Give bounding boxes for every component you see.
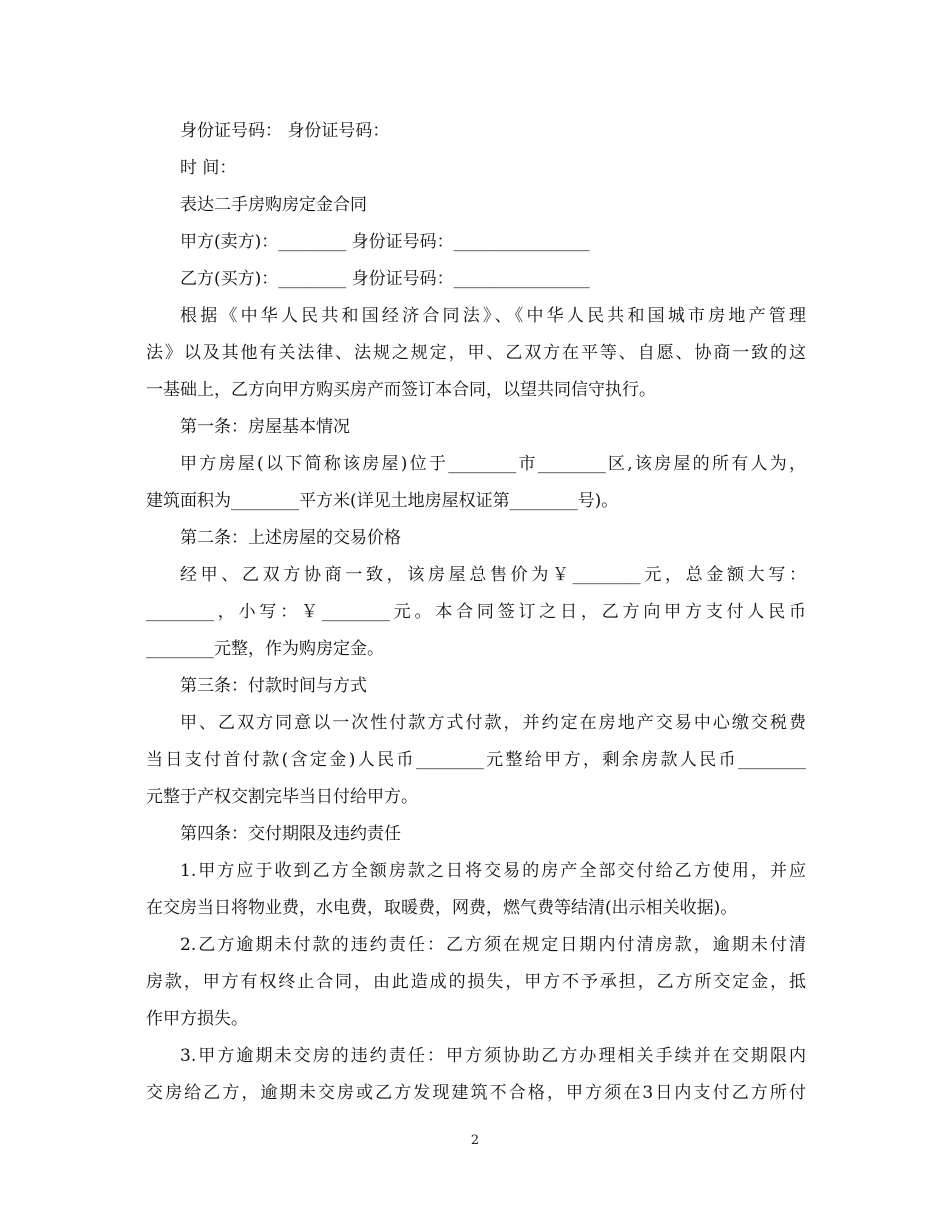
article-1-heading: 第一条：房屋基本情况 [180,417,350,437]
clause-3-line-2: 交房给乙方，逾期未交房或乙方发现建筑不合格，甲方须在3日内支付乙方所付 [146,1083,806,1103]
article-3-line-3: 元整于产权交割完毕当日付给甲方。 [146,787,418,807]
article-2-line-1: 经甲、乙双方协商一致，该房屋总售价为￥________元，总金额大写： [180,565,806,585]
clause-2-line-2: 房款，甲方有权终止合同，由此造成的损失，甲方不予承担，乙方所交定金，抵 [146,972,806,992]
preamble-line-2: 法》以及其他有关法律、法规之规定，甲、乙双方在平等、自愿、协商一致的这 [146,343,806,363]
preamble-line-1: 根据《中华人民共和国经济合同法》、《中华人民共和国城市房地产管理 [180,306,806,326]
article-3-line-1: 甲、乙双方同意以一次性付款方式付款，并约定在房地产交易中心缴交税费 [180,713,806,733]
contract-body [146,116,806,1115]
contract-title: 表达二手房购房定金合同 [180,195,367,215]
article-1-line-1: 甲方房屋(以下简称该房屋)位于________市________区,该房屋的所有人为， [180,454,806,474]
party-a-line: 甲方(卖方)：________ 身份证号码：________________ [180,232,590,252]
article-2-line-2: ________，小写：￥________元。本合同签订之日，乙方向甲方支付人民币 [146,602,806,622]
page-number: 2 [470,1133,480,1148]
date-line: 时 间： [180,158,237,178]
clause-2-line-3: 作甲方损失。 [146,1009,248,1029]
article-3-line-2: 当日支付首付款(含定金)人民币________元整给甲方，剩余房款人民币________ [146,750,806,770]
clause-3-line-1: 3.甲方逾期未交房的违约责任：甲方须协助乙方办理相关手续并在交期限内 [180,1046,806,1066]
article-1-line-2: 建筑面积为________平方米(详见土地房屋权证第________号)。 [146,491,619,511]
article-2-heading: 第二条：上述房屋的交易价格 [180,528,401,548]
article-4-heading: 第四条：交付期限及违约责任 [180,824,401,844]
clause-2-line-1: 2.乙方逾期未付款的违约责任：乙方须在规定日期内付清房款，逾期未付清 [180,935,806,955]
clause-1-line-1: 1.甲方应于收到乙方全额房款之日将交易的房产全部交付给乙方使用，并应 [180,861,806,881]
article-3-heading: 第三条：付款时间与方式 [180,676,367,696]
clause-1-line-2: 在交房当日将物业费，水电费，取暖费，网费，燃气费等结清(出示相关收据)。 [146,898,738,918]
preamble-line-3: 一基础上，乙方向甲方购买房产而签订本合同，以望共同信守执行。 [146,380,656,400]
party-b-line: 乙方(买方)：________ 身份证号码：________________ [180,269,590,289]
article-2-line-3: ________元整，作为购房定金。 [146,639,384,659]
id-number-line: 身份证号码： 身份证号码： [180,121,390,141]
